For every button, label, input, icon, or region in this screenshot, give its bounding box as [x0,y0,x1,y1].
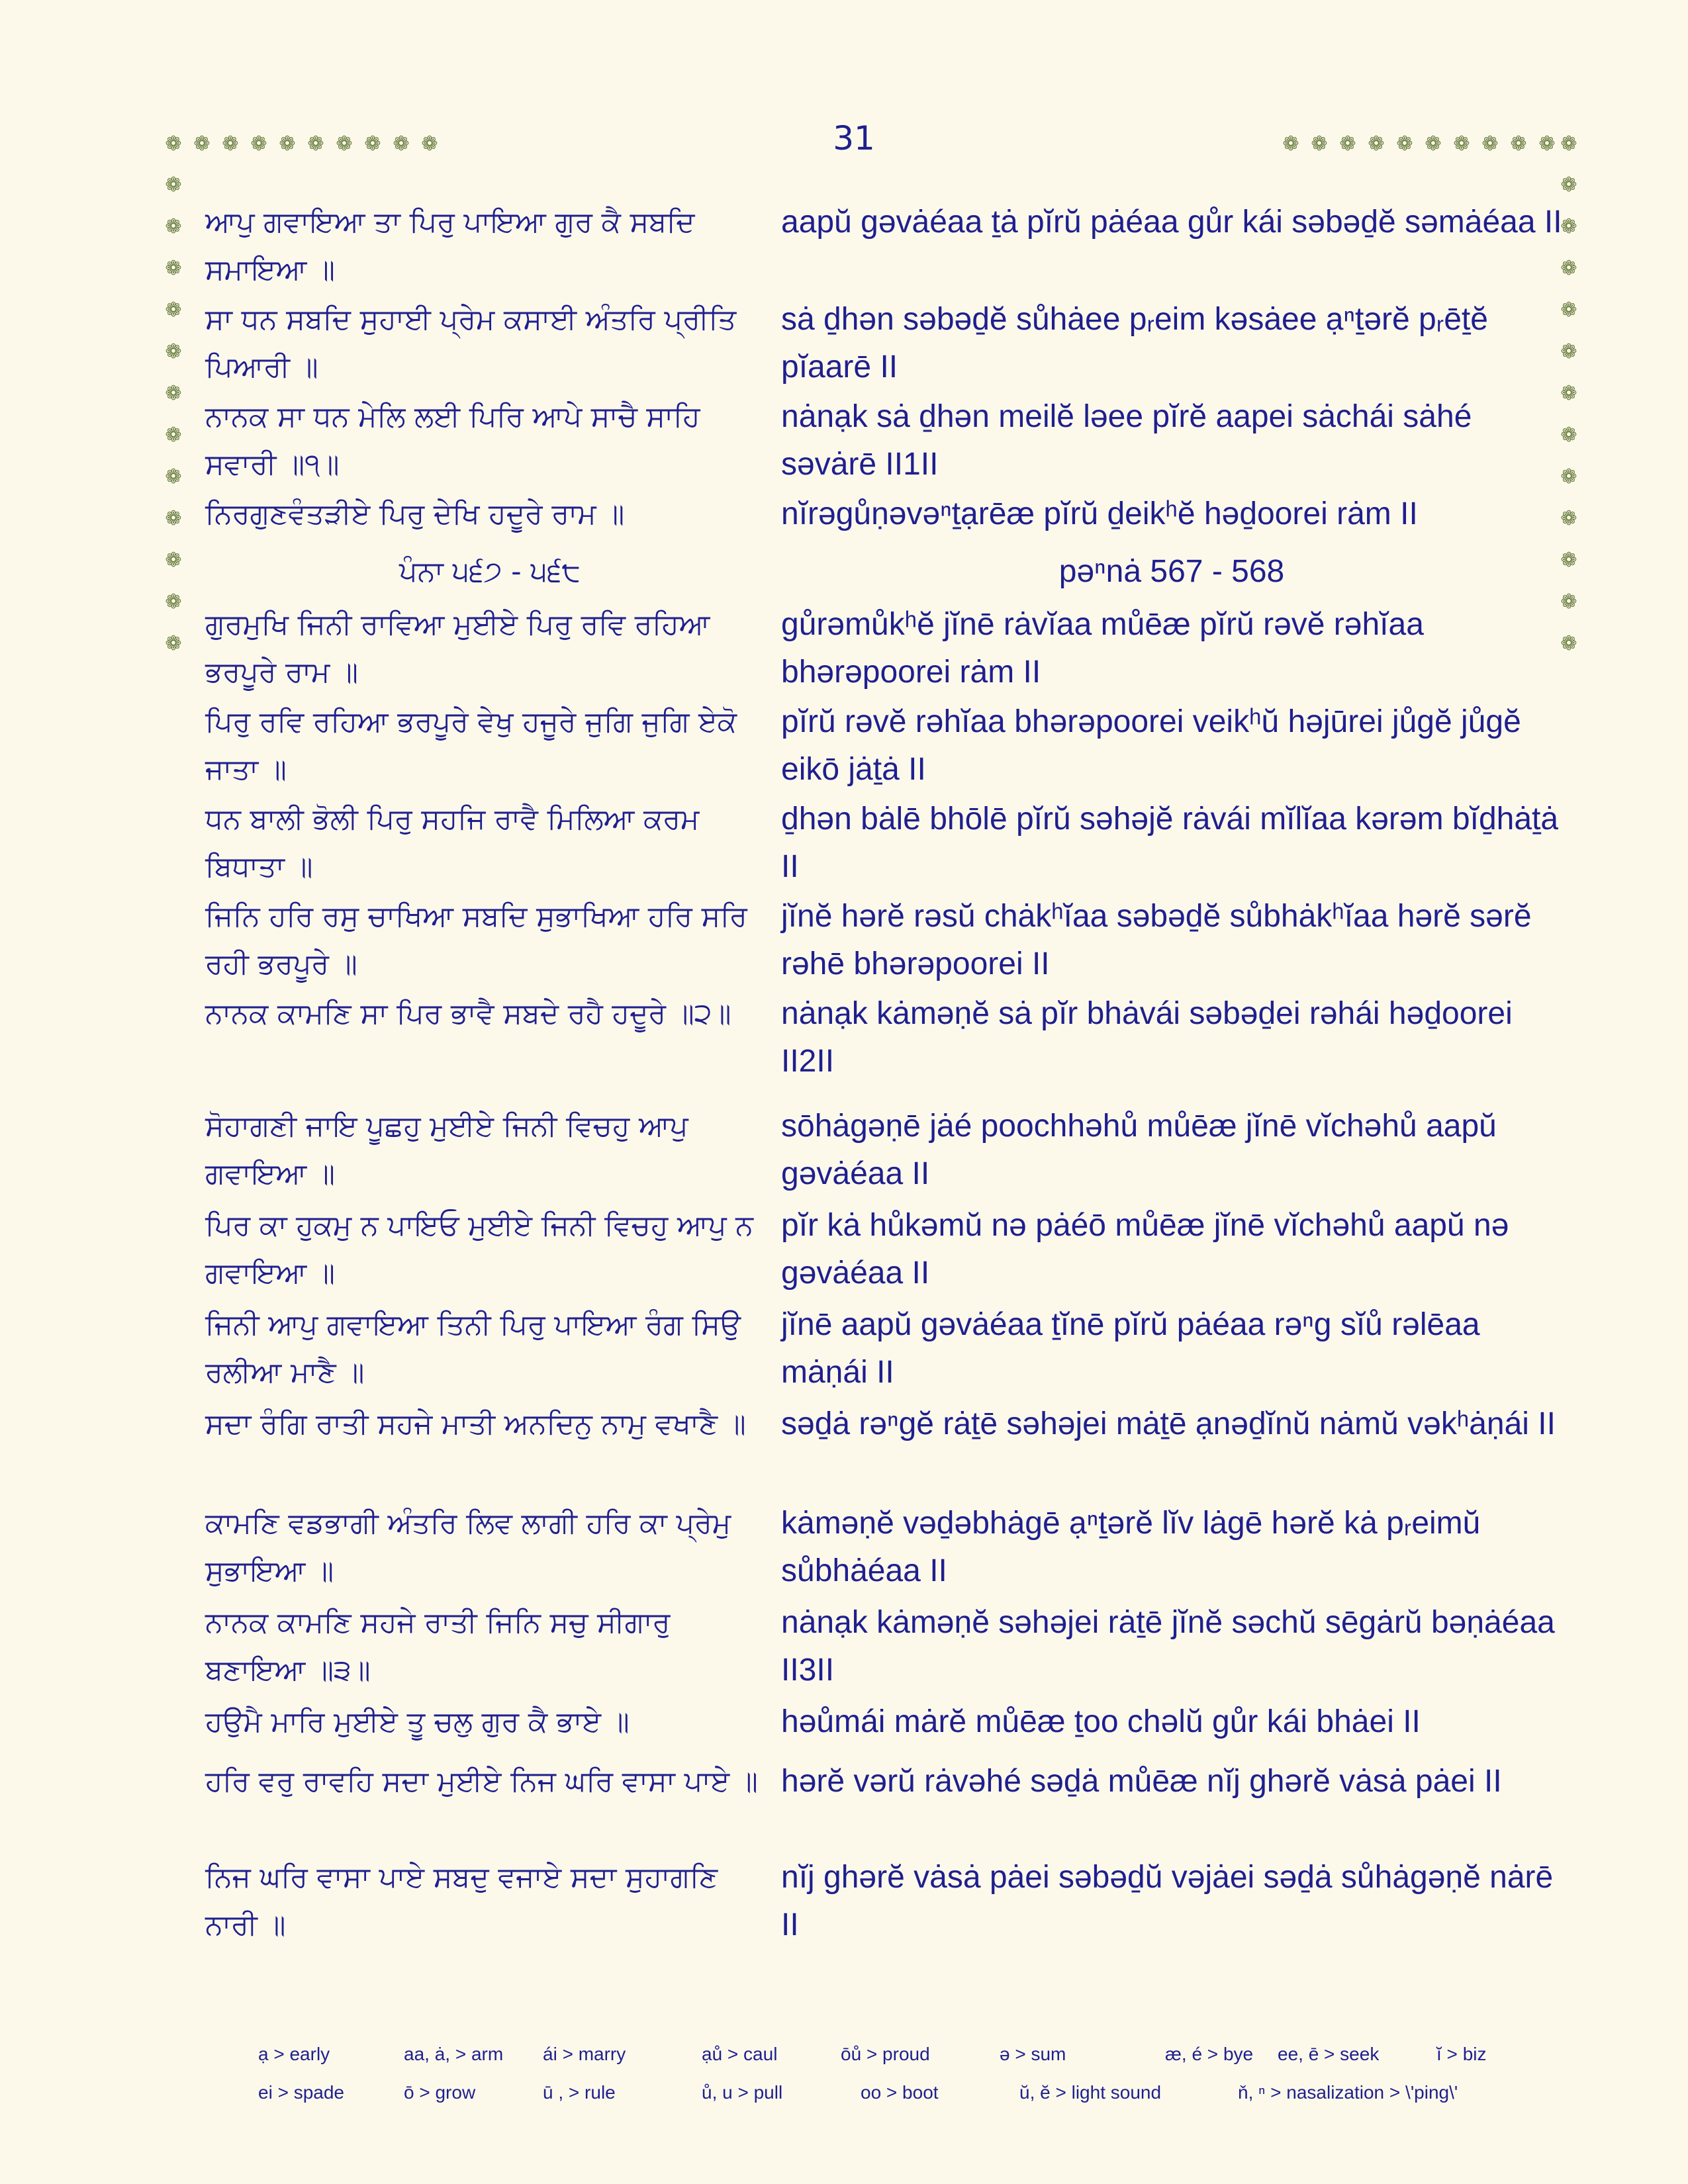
flower-icon [306,134,326,154]
flower-icon [363,134,383,154]
flower-icon [164,217,183,237]
transliteration: sȧ ḏhən səbəḏĕ sůhȧee pᵣeim kəsȧee ạⁿṯərĕ pᵣēṯĕ pĭaarē II [781,302,1488,385]
legend-item: ōů > proud [841,2044,930,2064]
pronunciation-legend [258,2035,1516,2112]
legend-item: aa, ȧ, > arm [404,2044,504,2064]
verse-row [205,490,1562,548]
punjabi-verse: ਪਿਰੁ ਰਵਿ ਰਹਿਆ ਭਰਪੂਰੇ ਵੇਖੁ ਹਜੂਰੇ ਜੁਗਿ ਜੁਗਿ ਏਕੋ ਜਾਤਾ ॥ [205,705,737,786]
punjabi-verse: ਧਨ ਬਾਲੀ ਭੋਲੀ ਪਿਰੁ ਸਹਜਿ ਰਾਵੈ ਮਿਲਿਆ ਕਰਮ ਬਿਧਾਤਾ ॥ [205,803,700,884]
flower-icon [1281,134,1301,154]
verse-table [205,199,1562,1951]
legend-row [258,2035,1516,2073]
flower-icon [1537,134,1557,154]
flower-icon [164,300,183,320]
flower-icon [1338,134,1358,154]
verse-row [205,698,1562,796]
punjabi-verse: ਹਉਮੈ ਮਾਰਿ ਮੁਈਏ ਤੂ ਚਲੁ ਗੁਰ ਕੈ ਭਾਏ ॥ [205,1706,630,1739]
flower-icon [164,342,183,362]
verse-row [205,1103,1562,1202]
punjabi-verse: ਨਿਜ ਘਰਿ ਵਾਸਾ ਪਾਏ ਸਬਦੁ ਵਜਾਏ ਸਦਾ ਸੁਹਾਗਣਿ ਨਾਰੀ ॥ [205,1861,718,1942]
punjabi-verse: ਕਾਮਣਿ ਵਡਭਾਗੀ ਅੰਤਰਿ ਲਿਵ ਲਾਗੀ ਹਰਿ ਕਾ ਪ੍ਰੇਮੁ ਸੁਭਾਇਆ ॥ [205,1507,731,1588]
page-range-transliteration: pəⁿnȧ 567 - 568 [1058,554,1285,589]
transliteration: həůmái mȧrĕ můēæ ṯoo chəlŭ gůr kái bhȧei II [781,1704,1421,1739]
flower-icon [164,384,183,404]
flower-icon [164,509,183,529]
legend-item: ŭ, ĕ > light sound [1019,2082,1162,2103]
flower-icon [164,259,183,279]
page-range-header [205,548,1562,601]
flower-icon [391,134,411,154]
punjabi-verse: ਸੋਹਾਗਣੀ ਜਾਇ ਪੂਛਹੁ ਮੁਈਏ ਜਿਨੀ ਵਿਚਹੁ ਆਪੁ ਗਵਾਇਆ ॥ [205,1110,688,1191]
punjabi-verse: ਸਦਾ ਰੰਗਿ ਰਾਤੀ ਸਹਜੇ ਮਾਤੀ ਅਨਦਿਨੁ ਨਾਮੁ ਵਖਾਣੈ ॥ [205,1408,746,1441]
flower-icon [1395,134,1415,154]
transliteration: pĭrŭ rəvĕ rəhĭaa bhərəpoorei veikʰŭ həjūrei jůgĕ jůgĕ eikō jȧṯȧ II [781,704,1521,787]
page-range-punjabi: ਪੰਨਾ ੫੬੭ - ੫੬੮ [399,555,581,588]
verse-row [205,393,1562,490]
verse-row [205,199,1562,296]
legend-row [258,2073,1516,2112]
legend-item: æ, é > bye [1165,2044,1254,2064]
flower-icon [164,467,183,487]
flower-icon [164,134,183,154]
flower-icon [1509,134,1528,154]
legend-item: ei > spade [258,2082,344,2103]
punjabi-verse: ਪਿਰ ਕਾ ਹੁਕਮੁ ਨ ਪਾਇਓ ਮੁਈਏ ਜਿਨੀ ਵਿਚਹੁ ਆਪੁ ਨ ਗਵਾਇਆ ॥ [205,1209,754,1290]
punjabi-verse: ਸਾ ਧਨ ਸਬਦਿ ਸੁਹਾਈ ਪ੍ਰੇਮ ਕਸਾਈ ਅੰਤਰਿ ਪ੍ਰੀਤਿ ਪਿਆਰੀ ॥ [205,303,737,384]
transliteration: nȧnạk kȧməṇĕ səhəjei rȧṯē jĭnĕ səchŭ sēgȧrŭ bəṇȧéaa II3II [781,1605,1555,1688]
verse-row [205,1698,1562,1758]
transliteration: aapŭ gəvȧéaa ṯȧ pĭrŭ pȧéaa gůr kái səbəḏĕ səmȧéaa II [781,205,1562,240]
legend-item: ee, ē > seek [1278,2044,1380,2064]
flower-icon [192,134,212,154]
verse-row [205,893,1562,990]
transliteration: jĭnĕ hərĕ rəsŭ chȧkʰĭaa səbəḏĕ sůbhȧkʰĭaa hərĕ sərĕ rəhē bhərəpoorei II [781,899,1532,981]
transliteration: kȧməṇĕ vəḏəbhȧgē ạⁿṯərĕ lĭv lȧgē hərĕ kȧ pᵣeimŭ sůbhȧéaa II [781,1506,1481,1588]
flower-icon [277,134,297,154]
punjabi-verse: ਜਿਨਿ ਹਰਿ ਰਸੁ ਚਾਖਿਆ ਸਬਦਿ ਸੁਭਾਖਿਆ ਹਰਿ ਸਰਿ ਰਹੀ ਭਰਪੂਰੇ ॥ [205,900,747,981]
legend-item: ạů > caul [702,2044,778,2064]
legend-item: ō > grow [404,2082,476,2103]
flower-icon [334,134,354,154]
verse-row [205,1500,1562,1599]
flower-icon [164,551,183,570]
verse-row [205,601,1562,698]
page-number: 31 [833,119,875,158]
verse-row [205,1400,1562,1500]
legend-item: ň, ⁿ > nasalization > \'ping\' [1238,2082,1458,2103]
punjabi-verse: ਨਾਨਕ ਸਾ ਧਨ ਮੇਲਿ ਲਈ ਪਿਰਿ ਆਪੇ ਸਾਚੈ ਸਾਹਿ ਸਵਾਰੀ ॥੧॥ [205,400,700,481]
flower-icon [164,592,183,612]
transliteration: nĭrəgůṇəvəⁿṯạrēæ pĭrŭ ḏeikʰĕ həḏoorei rȧm II [781,496,1418,531]
flower-icon [164,175,183,195]
punjabi-verse: ਹਰਿ ਵਰੁ ਰਾਵਹਿ ਸਦਾ ਮੁਈਏ ਨਿਜ ਘਰਿ ਵਾਸਾ ਪਾਏ ॥ [205,1765,758,1798]
transliteration: pĭr kȧ hůkəmŭ nə pȧéō můēæ jĭnē vĭchəhů aapŭ nə gəvȧéaa II [781,1208,1509,1291]
flower-icon [1480,134,1500,154]
punjabi-verse: ਜਿਨੀ ਆਪੁ ਗਵਾਇਆ ਤਿਨੀ ਪਿਰੁ ਪਾਇਆ ਰੰਗ ਸਿਉ ਰਲੀਆ ਮਾਣੈ ॥ [205,1308,741,1389]
transliteration: ḏhən bȧlē bhōlē pĭrŭ səhəjĕ rȧvái mĭlĭaa kərəm bĭḏhȧṯȧ II [781,801,1559,884]
flower-icon [1452,134,1472,154]
flower-icon [1559,134,1579,154]
flower-icon [1309,134,1329,154]
transliteration: nĭj ghərĕ vȧsȧ pȧei səbəḏŭ vəjȧei səḏȧ sůhȧgəṇĕ nȧrē II [781,1860,1554,1942]
verse-row [205,1758,1562,1854]
legend-item: ĭ > biz [1436,2044,1487,2064]
verse-row [205,1854,1562,1951]
flower-icon [220,134,240,154]
flower-icon [249,134,269,154]
flower-icon [164,426,183,445]
flower-icon [1423,134,1443,154]
punjabi-verse: ਨਿਰਗੁਣਵੰਤੜੀਏ ਪਿਰੁ ਦੇਖਿ ਹਦੂਰੇ ਰਾਮ ॥ [205,498,625,531]
verse-row [205,1301,1562,1400]
verse-row [205,1202,1562,1301]
flower-icon [1559,175,1579,195]
flower-icon [164,634,183,654]
transliteration: jĭnē aapŭ gəvȧéaa ṯĭnē pĭrŭ pȧéaa rəⁿg sĭů rəlēaa mȧṇái II [781,1307,1480,1390]
punjabi-verse: ਨਾਨਕ ਕਾਮਣਿ ਸਹਜੇ ਰਾਤੀ ਜਿਨਿ ਸਚੁ ਸੀਗਾਰੁ ਬਣਾਇਆ ॥੩॥ [205,1606,671,1687]
punjabi-verse: ਆਪੁ ਗਵਾਇਆ ਤਾ ਪਿਰੁ ਪਾਇਆ ਗੁਰ ਕੈ ਸਬਦਿ ਸਮਾਇਆ ॥ [205,206,695,287]
verse-row [205,296,1562,393]
transliteration: nȧnạk sȧ ḏhən meilĕ ləee pĭrĕ aapei sȧchái sȧhé səvȧrē II1II [781,399,1472,482]
flower-icon [420,134,440,154]
legend-item: ə > sum [1000,2044,1066,2064]
transliteration: sōhȧgəṇē jȧé poochhəhů můēæ jĭnē vĭchəhů aapŭ gəvȧéaa II [781,1109,1497,1191]
transliteration: nȧnạk kȧməṇĕ sȧ pĭr bhȧvái səbəḏei rəhái həḏoorei II2II [781,996,1513,1079]
legend-item: ū , > rule [543,2082,616,2103]
verse-row [205,990,1562,1103]
transliteration: hərĕ vərŭ rȧvəhé səḏȧ můēæ nĭj ghərĕ vȧsȧ pȧei II [781,1764,1502,1799]
punjabi-verse: ਨਾਨਕ ਕਾਮਣਿ ਸਾ ਪਿਰ ਭਾਵੈ ਸਬਦੇ ਰਹੈ ਹਦੂਰੇ ॥੨॥ [205,997,731,1030]
transliteration: səḏȧ rəⁿgĕ rȧṯē səhəjei mȧṯē ạnəḏĭnŭ nȧmŭ vəkʰȧṇái II [781,1406,1556,1441]
verse-row [205,1599,1562,1698]
flower-icon [1366,134,1386,154]
verse-row [205,796,1562,893]
transliteration: gůrəmůkʰĕ jĭnē rȧvĭaa můēæ pĭrŭ rəvĕ rəhĭaa bhərəpoorei rȧm II [781,607,1424,690]
legend-item: oo > boot [861,2082,939,2103]
legend-item: ů, u > pull [702,2082,783,2103]
punjabi-verse: ਗੁਰਮੁਖਿ ਜਿਨੀ ਰਾਵਿਆ ਮੁਈਏ ਪਿਰੁ ਰਵਿ ਰਹਿਆ ਭਰਪੂਰੇ ਰਾਮ ॥ [205,608,710,689]
legend-item: ạ > early [258,2044,330,2064]
legend-item: ái > marry [543,2044,626,2064]
